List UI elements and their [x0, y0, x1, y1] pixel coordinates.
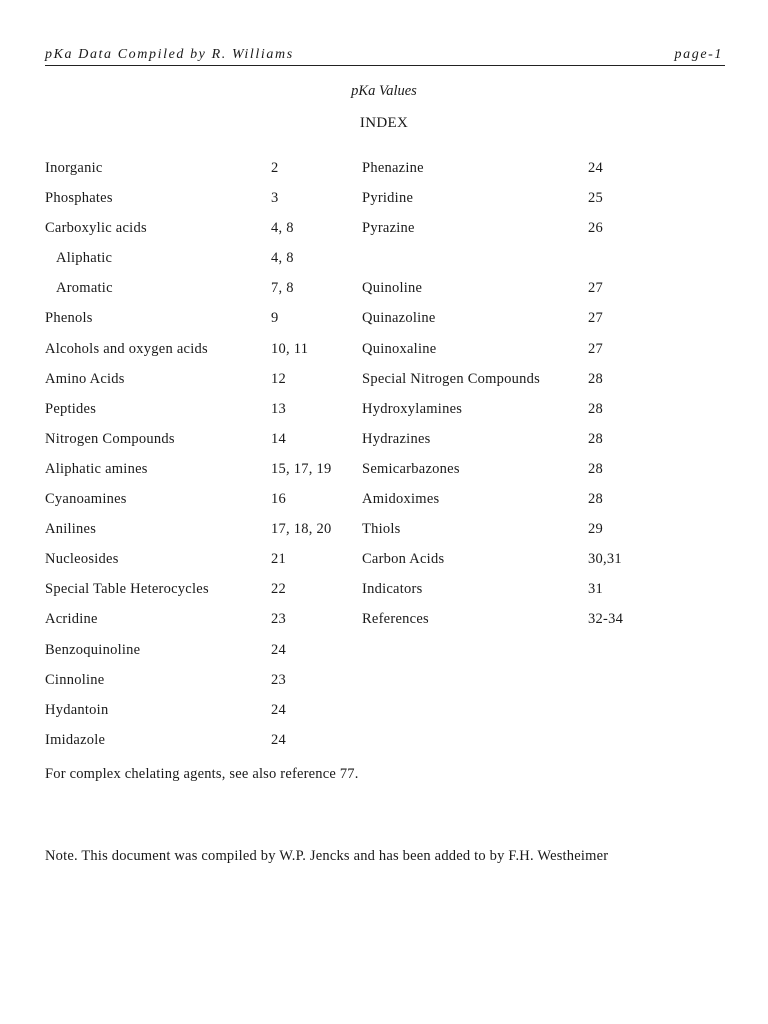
index-entry-page: 32-34: [588, 611, 624, 628]
compilation-note: Note. This document was compiled by W.P. Jencks and has been added to by F.H. Westheimer: [45, 848, 609, 864]
index-entry-page: 27: [588, 340, 603, 357]
index-entry-page: 16: [271, 491, 286, 508]
index-entry-name: Acridine: [45, 611, 98, 628]
index-entry-name: Quinazoline: [362, 310, 436, 327]
index-entry-page: 9: [271, 310, 279, 327]
index-entry-name: Hydantoin: [45, 701, 109, 718]
page-number: page-1: [674, 47, 723, 62]
index-entry-name: Peptides: [45, 400, 97, 417]
index-entry-page: 26: [588, 220, 603, 237]
index-entry-name: Cyanoamines: [45, 491, 127, 508]
index-entry-page: 23: [271, 611, 286, 628]
index-entry-page: 2: [271, 160, 279, 176]
index-entry-name: Thiols: [362, 521, 401, 538]
index-entry-page: 10, 11: [271, 340, 309, 357]
index-entry-name: Indicators: [362, 581, 423, 598]
index-entry-page: 24: [271, 641, 286, 658]
index-entry-page: 31: [588, 581, 603, 598]
index-entry-name: Quinoline: [362, 280, 423, 297]
index-entry-page: 3: [271, 190, 279, 207]
index-entry-page: 27: [588, 310, 603, 327]
index-entry-page: 12: [271, 370, 286, 387]
index-entry-page: 14: [271, 430, 286, 447]
index-entry-page: 24: [271, 701, 286, 718]
index-entry-page: 17, 18, 20: [271, 521, 332, 538]
index-entry-page: 23: [271, 671, 286, 688]
header-title: pKa Data Compiled by R. Williams: [45, 47, 294, 62]
index-entry-name: Anilines: [45, 521, 97, 538]
index-entry-name: Aliphatic: [56, 250, 113, 267]
index-entry-name: Inorganic: [45, 160, 103, 176]
index-entry-page: 4, 8: [271, 250, 294, 267]
index-entry-page: 24: [588, 160, 603, 176]
index-entry-page: 25: [588, 190, 603, 207]
footnote: For complex chelating agents, see also reference 77.: [45, 766, 359, 782]
index-entry-page: 28: [588, 430, 603, 447]
index-entry-name: Aromatic: [56, 280, 113, 297]
index-entry-name: Amidoximes: [362, 491, 440, 508]
index-entry-name: Special Table Heterocycles: [45, 581, 209, 598]
index-entry-page: 30,31: [588, 551, 622, 568]
page-header: [45, 47, 725, 66]
index-entry-page: 28: [588, 400, 603, 417]
index-entry-name: Quinoxaline: [362, 340, 437, 357]
index-entry-name: Special Nitrogen Compounds: [362, 370, 541, 387]
index-entry-name: Hydrazines: [362, 430, 431, 447]
index-entry-page: 7, 8: [271, 280, 294, 297]
index-entry-name: Pyridine: [362, 190, 414, 207]
index-entry-name: Aliphatic amines: [45, 460, 148, 477]
index-entry-name: Alcohols and oxygen acids: [45, 340, 208, 357]
index-entry-name: Nucleosides: [45, 551, 119, 568]
index-entry-name: Phosphates: [45, 190, 113, 207]
index-entry-page: 24: [271, 731, 286, 748]
index-entry-name: Semicarbazones: [362, 460, 460, 477]
index-entry-name: Imidazole: [45, 731, 106, 748]
index-heading: INDEX: [359, 115, 409, 131]
index-entry-name: Nitrogen Compounds: [45, 430, 175, 447]
index-entry-page: 29: [588, 521, 603, 538]
document-subtitle: pKa Values: [351, 83, 417, 99]
index-entry-page: 28: [588, 491, 603, 508]
index-entry-name: Hydroxylamines: [362, 400, 463, 417]
index-entry-name: Amino Acids: [45, 370, 125, 387]
index-entry-page: 13: [271, 400, 286, 417]
index-entry-name: Pyrazine: [362, 220, 415, 237]
index-entry-page: 28: [588, 370, 603, 387]
index-entry-name: Phenazine: [362, 160, 424, 176]
index-entry-name: Carbon Acids: [362, 551, 445, 568]
index-entry-page: 22: [271, 581, 286, 598]
index-entry-page: 28: [588, 460, 603, 477]
index-entry-name: Phenols: [45, 310, 93, 327]
index-entry-page: 15, 17, 19: [271, 460, 332, 477]
index-entry-name: Cinnoline: [45, 671, 105, 688]
index-entry-page: 27: [588, 280, 603, 297]
index-entry-name: Carboxylic acids: [45, 220, 147, 237]
index-entry-name: Benzoquinoline: [45, 641, 141, 658]
index-entry-name: References: [362, 611, 429, 628]
index-entry-page: 4, 8: [271, 220, 294, 237]
index-entry-page: 21: [271, 551, 286, 568]
